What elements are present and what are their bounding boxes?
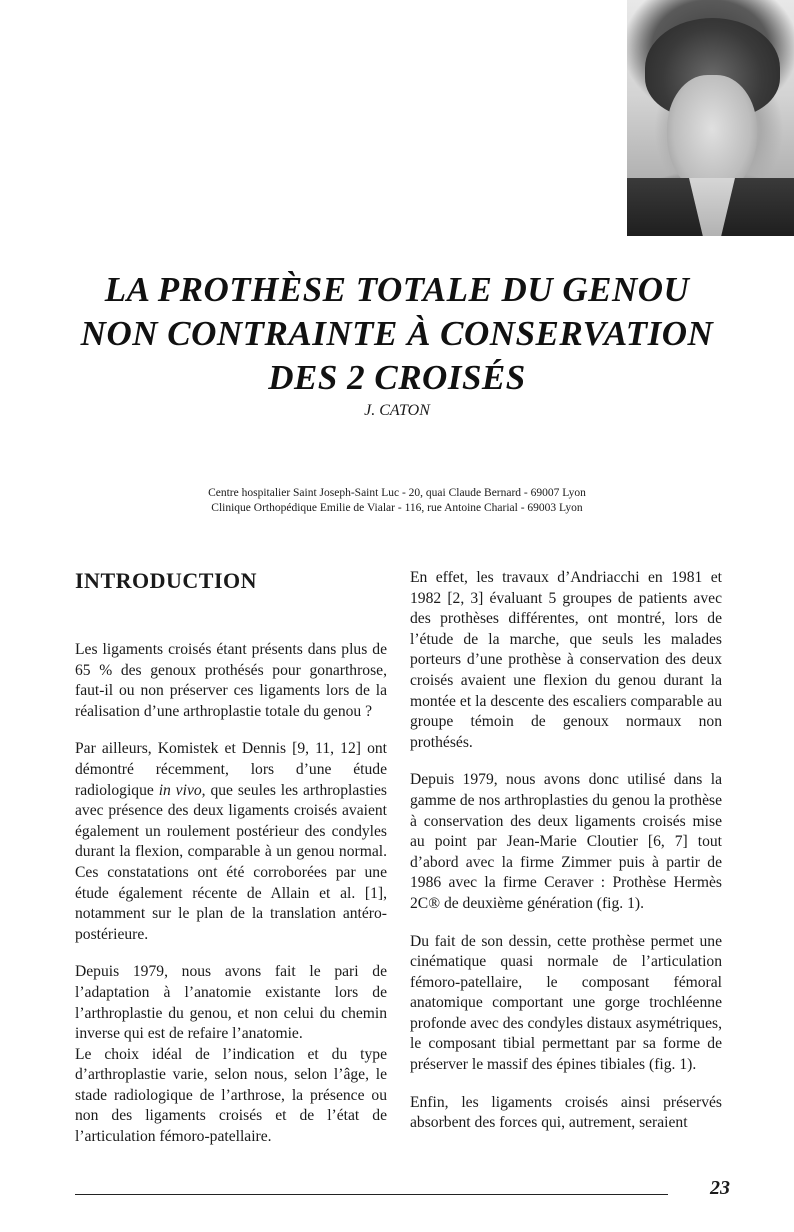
- article-title: [0, 268, 794, 400]
- section-heading: INTRODUCTION: [75, 568, 258, 593]
- paragraph-text: , que seules les arthroplasties avec présence des deux ligaments croisés avaient également un roulement postérieur des condyles durant la flexion, comparable à un genou normal. Ces constatations ont été corroborées par une étude également récente de Allain et al. [1], notamment sur le plan de la translation antéro-postérieure.: [75, 781, 388, 943]
- paragraph: Du fait de son dessin, cette prothèse permet une cinématique quasi normale de l’articulation fémoro-patellaire, le composant fémoral anatomique comportant une gorge trochléenne profonde avec des condyles distaux asymétriques, le composant tibial permettant par sa forme de préserver le massif des épines tibiales (fig. 1).: [410, 932, 722, 1074]
- paragraph: Enfin, les ligaments croisés ainsi préservés absorbent des forces qui, autrement, seraient: [410, 1093, 722, 1132]
- paragraph: Depuis 1979, nous avons fait le pari de l’adaptation à l’anatomie existante lors de l’arthroplastie du genou, et non celui du chemin inverse qui est de refaire l’anatomie.: [75, 963, 387, 1043]
- right-column: [410, 568, 722, 1151]
- paragraph-text: Par ailleurs, Komistek et Dennis [9, 11, 12] ont démontré récemment, lors d’une étude radiologique: [75, 740, 387, 799]
- paragraph: [75, 739, 387, 945]
- affiliations: [0, 486, 794, 516]
- affiliation-2: Clinique Orthopédique Emilie de Vialar - 116, rue Antoine Charial - 69003 Lyon: [211, 502, 583, 514]
- author-photo: [627, 0, 794, 236]
- title-line-3: DES 2 CROISÉS: [268, 358, 526, 397]
- photo-face: [667, 75, 757, 195]
- paragraph: En effet, les travaux d’Andriacchi en 1981 et 1982 [2, 3] évaluant 5 groupes de patients avec des prothèses différentes, ont montré, lors de l’étude de la marche, que seuls les malades porteurs d’une prothèse à conservation des deux croisés avaient une flexion du genou durant la montée et la descente des escaliers comparable au groupe témoin de genoux normaux non prothésés.: [410, 569, 722, 751]
- left-column: [75, 568, 387, 1165]
- paragraph: Depuis 1979, nous avons donc utilisé dans la gamme de nos arthroplasties du genou la prothèse à conservation des deux ligaments croisés mise au point par Jean-Marie Cloutier [6, 7] tout d’abord avec la firme Zimmer puis à partir de 1986 avec la firme Ceraver : Prothèse Hermès 2C® de deuxième génération (fig. 1).: [410, 771, 722, 912]
- author-name: J. CATON: [364, 402, 430, 419]
- paragraph: Les ligaments croisés étant présents dans plus de 65 % des genoux prothésés pour gonarthrose, faut-il ou non préserver ces ligaments lors de la réalisation d’une arthroplastie totale du genou ?: [75, 641, 387, 720]
- footer-rule: [75, 1194, 668, 1195]
- italic-term: in vivo: [158, 781, 202, 799]
- title-line-2: NON CONTRAINTE À CONSERVATION: [80, 314, 714, 353]
- title-line-1: LA PROTHÈSE TOTALE DU GENOU: [104, 270, 690, 309]
- affiliation-1: Centre hospitalier Saint Joseph-Saint Luc - 20, quai Claude Bernard - 69007 Lyon: [208, 487, 586, 499]
- paragraph: Le choix idéal de l’indication et du type d’arthroplastie varie, selon nous, selon l’âge, le stade radiologique de l’arthrose, la présence ou non des ligaments croisés et de l’état de l’articulation fémoro-patellaire.: [75, 1045, 387, 1146]
- page-number: 23: [710, 1177, 730, 1199]
